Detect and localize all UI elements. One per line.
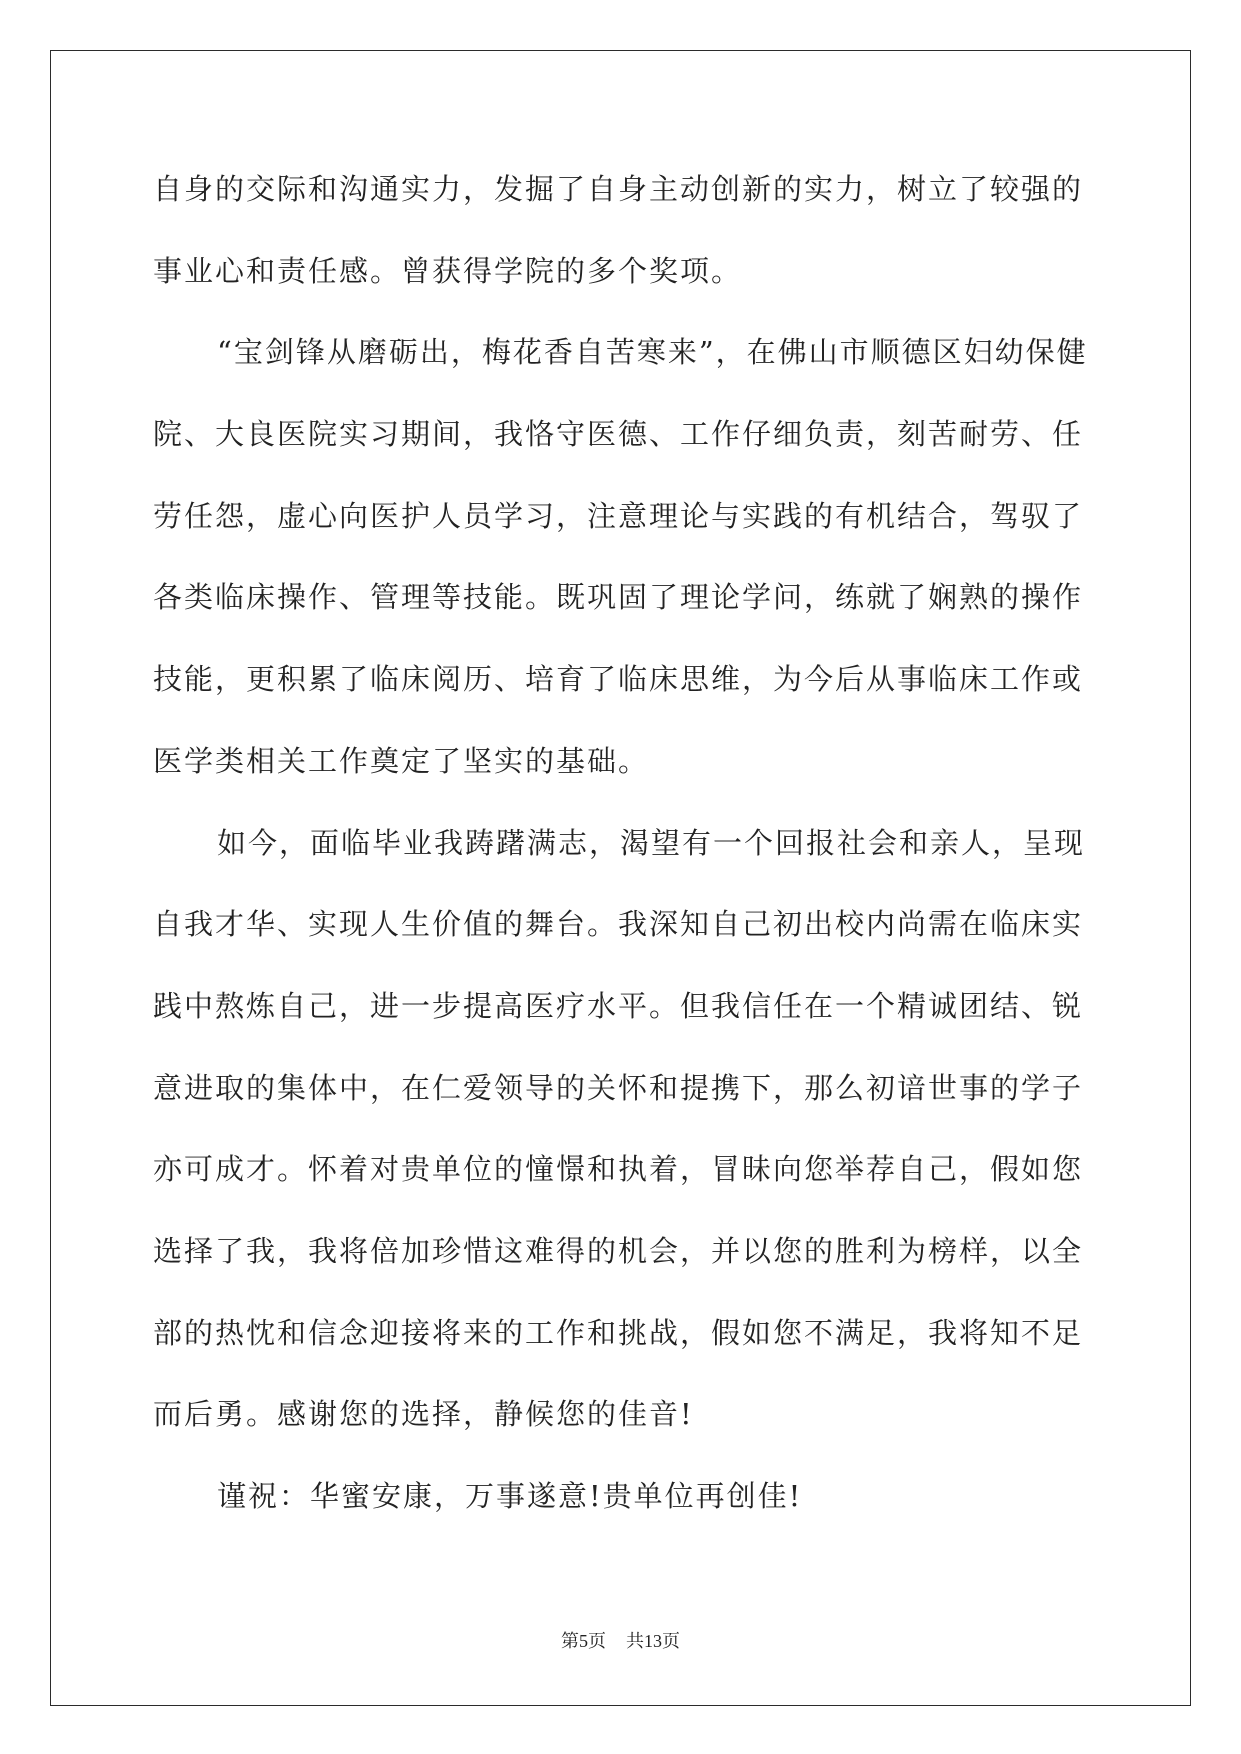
paragraph bbox=[153, 149, 1183, 312]
text-line: “宝剑锋从磨砺出，梅花香自苦寒来”，在佛山市顺德区妇幼保健 bbox=[217, 335, 1088, 370]
page-footer bbox=[0, 1627, 1241, 1653]
text-line: 而后勇。感谢您的选择，静候您的佳音! bbox=[153, 1397, 694, 1432]
text-line: 各类临床操作、管理等技能。既巩固了理论学问，练就了娴熟的操作 bbox=[153, 580, 1084, 615]
text-line: 践中熬炼自己，进一步提高医疗水平。但我信任在一个精诚团结、锐 bbox=[153, 988, 1084, 1023]
closing-line: 谨祝：华蜜安康，万事遂意!贵单位再创佳! bbox=[217, 1479, 803, 1513]
paragraph bbox=[153, 803, 1183, 1457]
text-line: 技能，更积累了临床阅历、培育了临床思维，为今后从事临床工作或 bbox=[153, 662, 1084, 697]
text-line: 亦可成才。怀着对贵单位的憧憬和执着，冒昧向您举荐自己，假如您 bbox=[153, 1152, 1084, 1187]
text-line: 自我才华、实现人生价值的舞台。我深知自己初出校内尚需在临床实 bbox=[153, 907, 1084, 942]
text-line: 院、大良医院实习期间，我恪守医德、工作仔细负责，刻苦耐劳、任 bbox=[153, 417, 1084, 452]
text-line: 自身的交际和沟通实力，发掘了自身主动创新的实力，树立了较强的 bbox=[153, 172, 1084, 206]
paragraph bbox=[153, 312, 1183, 802]
text-line: 医学类相关工作奠定了坚实的基础。 bbox=[153, 743, 650, 778]
page-total: 共13页 bbox=[626, 1631, 680, 1651]
text-line: 事业心和责任感。曾获得学院的多个奖项。 bbox=[153, 253, 743, 288]
text-line: 意进取的集体中，在仁爱领导的关怀和提携下，那么初谙世事的学子 bbox=[153, 1070, 1084, 1105]
page-number: 第5页 bbox=[561, 1631, 606, 1651]
paragraph bbox=[153, 1456, 1183, 1538]
text-line: 劳任怨，虚心向医护人员学习，注意理论与实践的有机结合，驾驭了 bbox=[153, 498, 1084, 533]
text-line: 部的热忱和信念迎接将来的工作和挑战，假如您不满足，我将知不足 bbox=[153, 1315, 1084, 1350]
body-text bbox=[153, 149, 1183, 1538]
text-line: 选择了我，我将倍加珍惜这难得的机会，并以您的胜利为榜样，以全 bbox=[153, 1233, 1084, 1268]
text-line: 如今，面临毕业我踌躇满志，渴望有一个回报社会和亲人，呈现 bbox=[217, 825, 1086, 860]
